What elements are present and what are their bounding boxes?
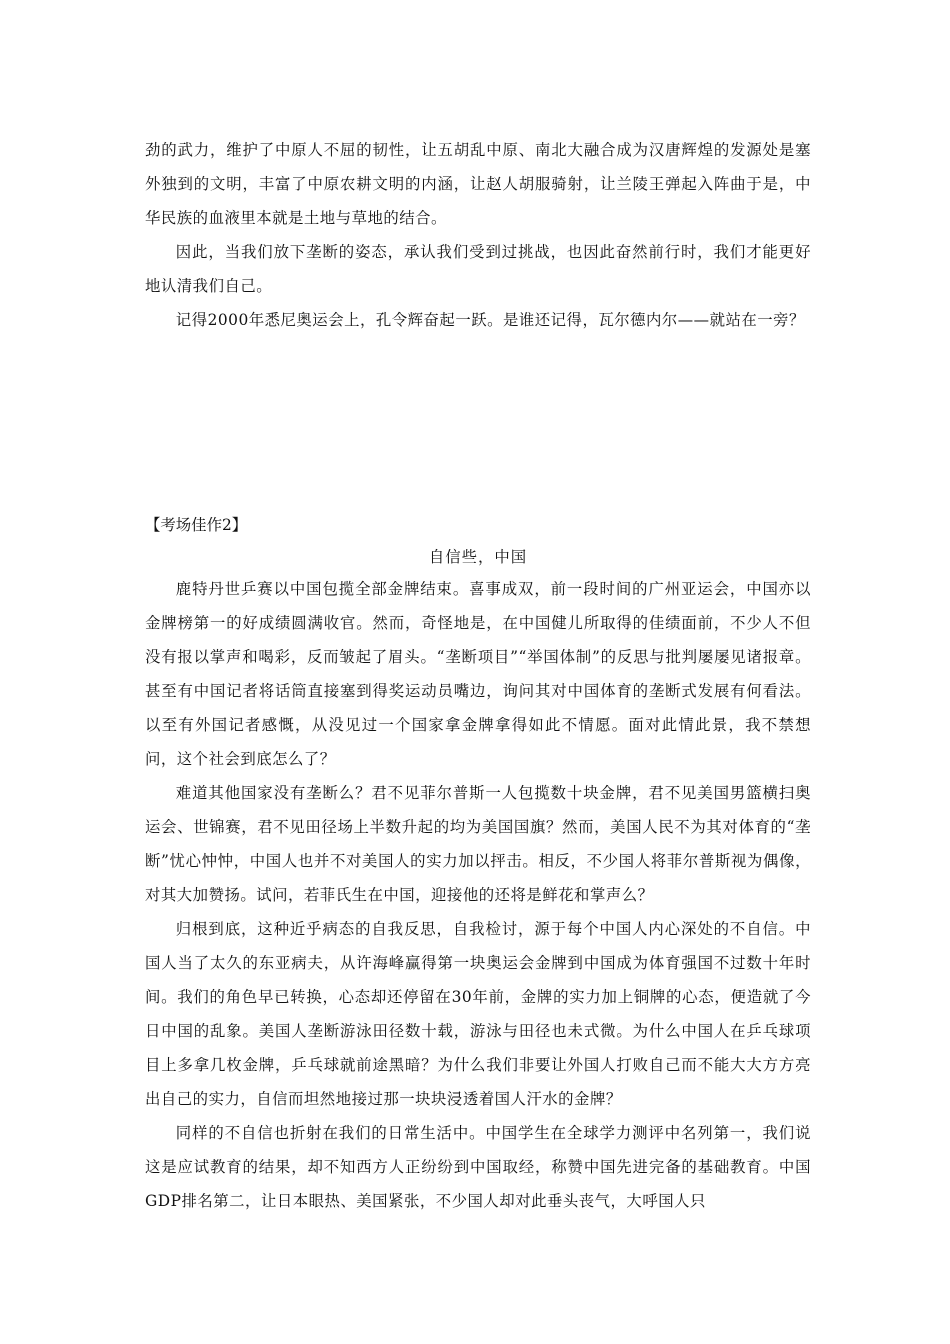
paragraph: 归根到底，这种近乎病态的自我反思，自我检讨，源于每个中国人内心深处的不自信。中国人当了太久的东亚病夫，从许海峰赢得第一块奥运会金牌到中国成为体育强国不过数十年时间。我们的角色早已转换，心态却还停留在30年前，金牌的实力加上铜牌的心态，便造就了今日中国的乱象。美国人垄断游泳田径数十载，游泳与田径也未式微。为什么中国人在乒乓球项目上多拿几枚金牌，乒乓球就前途黑暗？为什么我们非要让外国人打败自己而不能大大方方亮出自己的实力，自信而坦然地接过那一块块浸透着国人汗水的金牌？	[145, 920, 811, 1108]
paragraph: 同样的不自信也折射在我们的日常生活中。中国学生在全球学力测评中名列第一，我们说这是应试教育的结果，却不知西方人正纷纷到中国取经，称赞中国先进完备的基础教育。中国GDP排名第二，让日本眼热、美国紧张，不少国人却对此垂头丧气，大呼国人只	[145, 1124, 811, 1210]
paragraph: 难道其他国家没有垄断么？君不见菲尔普斯一人包揽数十块金牌，君不见美国男篮横扫奥运会、世锦赛，君不见田径场上半数升起的均为美国国旗？然而，美国人民不为其对体育的“垄断”忧心忡忡，中国人也并不对美国人的实力加以抨击。相反，不少国人将菲尔普斯视为偶像，对其大加赞扬。试问，若菲氏生在中国，迎接他的还将是鲜花和掌声么？	[145, 784, 811, 904]
paragraph: 劲的武力，维护了中原人不屈的韧性，让五胡乱中原、南北大融合成为汉唐辉煌的发源处是塞外独到的文明，丰富了中原农耕文明的内涵，让赵人胡服骑射，让兰陵王弹起入阵曲于是，中华民族的血液里本就是土地与草地的结合。	[145, 141, 811, 227]
essay-title: 自信些，中国	[428, 548, 528, 566]
previous-essay-ending	[145, 133, 811, 337]
section-label: 【考场佳作2】	[145, 516, 248, 534]
paragraph: 鹿特丹世乒赛以中国包揽全部金牌结束。喜事成双，前一段时间的广州亚运会，中国亦以金牌榜第一的好成绩圆满收官。然而，奇怪地是，在中国健儿所取得的佳绩面前，不少人不但没有报以掌声和喝彩，反而皱起了眉头。“垄断项目”“举国体制”的反思与批判屡屡见诸报章。甚至有中国记者将话筒直接塞到得奖运动员嘴边，询问其对中国体育的垄断式发展有何看法。以至有外国记者感慨，从没见过一个国家拿金牌拿得如此不情愿。面对此情此景，我不禁想问，这个社会到底怎么了？	[145, 580, 811, 768]
paragraph: 记得2000年悉尼奥运会上，孔令辉奋起一跃。是谁还记得，瓦尔德内尔——就站在一旁？	[175, 311, 805, 329]
essay-section	[145, 508, 811, 1218]
paragraph: 因此，当我们放下垄断的姿态，承认我们受到过挑战，也因此奋然前行时，我们才能更好地认清我们自己。	[145, 243, 811, 295]
